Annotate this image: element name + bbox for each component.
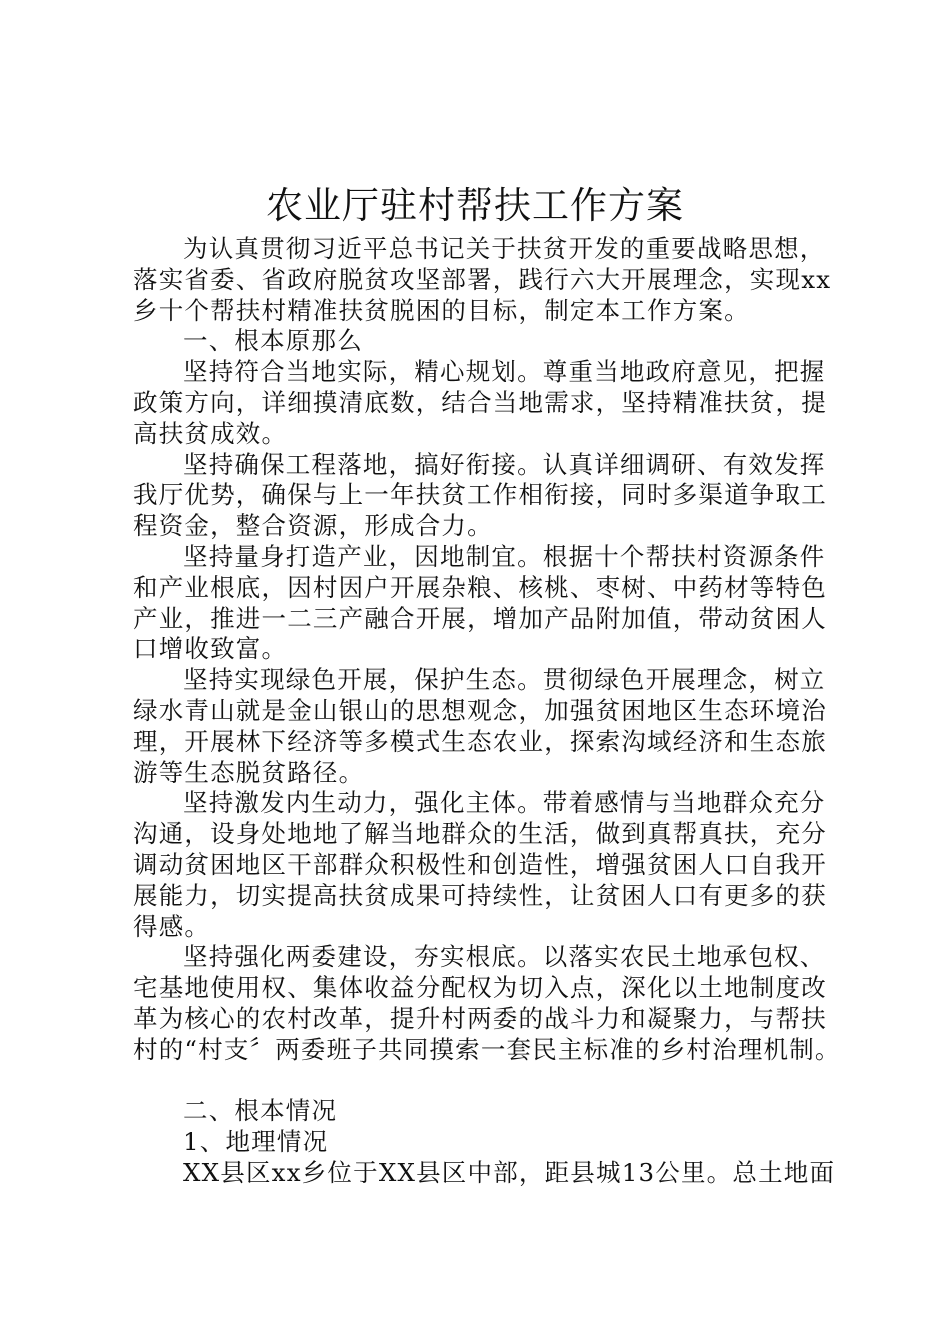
subsection-heading: 1、地理情况 <box>183 1127 329 1157</box>
text-line: 村的“村支〞两委班子共同摸索一套民主标准的乡村治理机制。 <box>133 1034 841 1064</box>
text-line: 宅基地使用权、集体收益分配权为切入点，深化以土地制度改 <box>133 973 827 1003</box>
text-line: 高扶贫成效。 <box>133 418 288 448</box>
text-line: 游等生态脱贫路径。 <box>133 757 365 787</box>
text-line: 为认真贯彻习近平总书记关于扶贫开发的重要战略思想， <box>183 234 826 263</box>
text-line: 产业，推进一二三产融合开展，增加产品附加值，带动贫困人 <box>133 603 827 633</box>
text-line: 坚持量身打造产业，因地制宜。根据十个帮扶村资源条件 <box>183 541 826 571</box>
blank-line <box>133 1066 833 1097</box>
text-line: XX县区xx乡位于XX县区中部，距县城13公里。总土地面 <box>183 1157 836 1187</box>
section-heading: 一、根本原那么 <box>183 326 363 356</box>
document-body <box>133 234 841 1189</box>
text-line: 口增收致富。 <box>133 634 288 664</box>
section-heading: 二、根本情况 <box>183 1096 338 1126</box>
text-line: 坚持强化两委建设，夯实根底。以落实农民土地承包权、 <box>183 942 826 972</box>
text-line: 得感。 <box>133 911 211 941</box>
text-line: 理，开展林下经济等多模式生态农业，探索沟域经济和生态旅 <box>133 726 827 756</box>
text-line: 调动贫困地区干部群众积极性和创造性，增强贫困人口自我开 <box>133 849 827 879</box>
text-line: 坚持激发内生动力，强化主体。带着感情与当地群众充分 <box>183 788 826 818</box>
text-line: 乡十个帮扶村精准扶贫脱困的目标，制定本工作方案。 <box>133 295 750 325</box>
text-line: 展能力，切实提高扶贫成果可持续性，让贫困人口有更多的获 <box>133 880 827 910</box>
document-title: 农业厅驻村帮扶工作方案 <box>266 184 684 227</box>
text-line: 沟通，设身处地地了解当地群众的生活，做到真帮真扶，充分 <box>133 819 827 849</box>
text-line: 坚持符合当地实际，精心规划。尊重当地政府意见，把握 <box>183 357 826 387</box>
text-line: 和产业根底，因村因户开展杂粮、核桃、枣树、中药材等特色 <box>133 572 827 602</box>
text-line: 绿水青山就是金山银山的思想观念，加强贫困地区生态环境治 <box>133 695 827 725</box>
text-line: 革为核心的农村改革，提升村两委的战斗力和凝聚力，与帮扶 <box>133 1003 827 1033</box>
text-line: 程资金，整合资源，形成合力。 <box>133 511 493 541</box>
text-line: 坚持实现绿色开展，保护生态。贯彻绿色开展理念，树立 <box>183 665 826 695</box>
text-line: 坚持确保工程落地，搞好衔接。认真详细调研、有效发挥 <box>183 449 826 479</box>
text-line: 我厅优势，确保与上一年扶贫工作相衔接，同时多渠道争取工 <box>133 480 827 510</box>
text-line: 政策方向，详细摸清底数，结合当地需求，坚持精准扶贫，提 <box>133 387 827 417</box>
text-line: 落实省委、省政府脱贫攻坚部署，践行六大开展理念，实现xx <box>133 264 832 294</box>
